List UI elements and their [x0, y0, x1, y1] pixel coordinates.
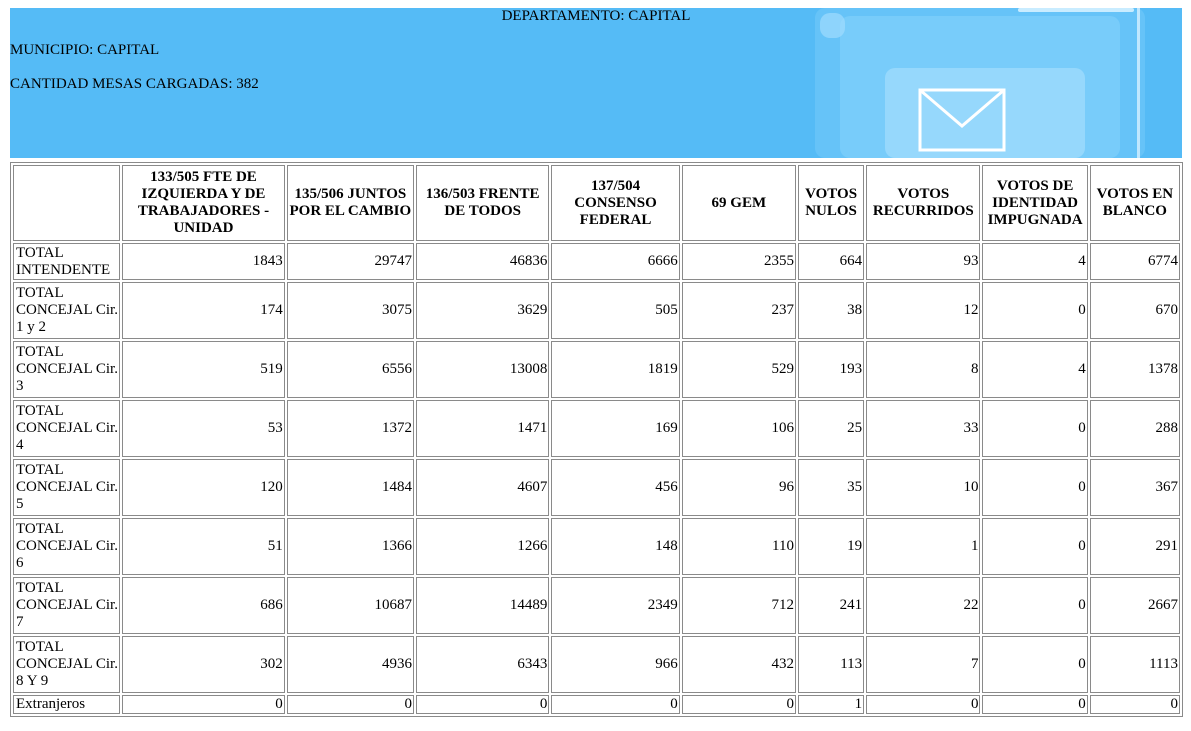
- table-cell: 302: [122, 636, 284, 693]
- table-cell: 6556: [287, 341, 414, 398]
- table-cell: 6343: [416, 636, 549, 693]
- table-cell: 19: [798, 518, 864, 575]
- table-cell: 113: [798, 636, 864, 693]
- table-cell: 367: [1090, 459, 1180, 516]
- table-cell: 966: [551, 636, 679, 693]
- table-cell: 686: [122, 577, 284, 634]
- table-cell: 13008: [416, 341, 549, 398]
- row-label: TOTAL CONCEJAL Cir. 8 Y 9: [13, 636, 120, 693]
- column-header-gem: 69 GEM: [682, 165, 796, 241]
- table-cell: 1484: [287, 459, 414, 516]
- table-row: [13, 243, 1180, 280]
- row-label: TOTAL INTENDENTE: [13, 243, 120, 280]
- table-cell: 14489: [416, 577, 549, 634]
- table-cell: 712: [682, 577, 796, 634]
- row-label: TOTAL CONCEJAL Cir. 6: [13, 518, 120, 575]
- table-cell: 29747: [287, 243, 414, 280]
- column-header-votos-recurridos: VOTOS RECURRIDOS: [866, 165, 980, 241]
- table-cell: 0: [982, 282, 1087, 339]
- departamento-title: DEPARTAMENTO: CAPITAL: [501, 8, 691, 24]
- table-cell: 174: [122, 282, 284, 339]
- table-cell: 4936: [287, 636, 414, 693]
- table-cell: 4607: [416, 459, 549, 516]
- table-cell: 0: [982, 636, 1087, 693]
- table-cell: 169: [551, 400, 679, 457]
- table-cell: 10: [866, 459, 980, 516]
- table-cell: 25: [798, 400, 864, 457]
- table-cell: 93: [866, 243, 980, 280]
- table-cell: 148: [551, 518, 679, 575]
- table-cell: 193: [798, 341, 864, 398]
- table-cell: 1: [866, 518, 980, 575]
- table-row: [13, 400, 1180, 457]
- table-header-row: [13, 165, 1180, 241]
- table-row: [13, 695, 1180, 714]
- table-cell: 1378: [1090, 341, 1180, 398]
- results-table: [10, 162, 1183, 717]
- table-cell: 6774: [1090, 243, 1180, 280]
- table-cell: 22: [866, 577, 980, 634]
- table-row: [13, 282, 1180, 339]
- table-cell: 35: [798, 459, 864, 516]
- table-cell: 0: [1090, 695, 1180, 714]
- table-cell: 3075: [287, 282, 414, 339]
- banner-decoration: [1137, 8, 1140, 158]
- table-cell: 0: [551, 695, 679, 714]
- table-row: [13, 518, 1180, 575]
- table-row: [13, 459, 1180, 516]
- table-cell: 664: [798, 243, 864, 280]
- row-label: Extranjeros: [13, 695, 120, 714]
- table-cell: 1113: [1090, 636, 1180, 693]
- table-cell: 0: [982, 400, 1087, 457]
- table-cell: 110: [682, 518, 796, 575]
- column-header-consenso-federal: 137/504 CONSENSO FEDERAL: [551, 165, 679, 241]
- column-header-juntos-por-el-cambio: 135/506 JUNTOS POR EL CAMBIO: [287, 165, 414, 241]
- table-cell: 0: [982, 695, 1087, 714]
- table-cell: 33: [866, 400, 980, 457]
- table-cell: 4: [982, 243, 1087, 280]
- column-header-votos-impugnada: VOTOS DE IDENTIDAD IMPUGNADA: [982, 165, 1087, 241]
- table-cell: 53: [122, 400, 284, 457]
- table-cell: 4: [982, 341, 1087, 398]
- table-cell: 2667: [1090, 577, 1180, 634]
- table-cell: 0: [287, 695, 414, 714]
- table-cell: 8: [866, 341, 980, 398]
- table-cell: 1: [798, 695, 864, 714]
- table-cell: 432: [682, 636, 796, 693]
- table-cell: 106: [682, 400, 796, 457]
- table-cell: 529: [682, 341, 796, 398]
- table-cell: 51: [122, 518, 284, 575]
- table-cell: 0: [416, 695, 549, 714]
- table-cell: 1366: [287, 518, 414, 575]
- table-row: [13, 341, 1180, 398]
- table-cell: 1372: [287, 400, 414, 457]
- table-cell: 670: [1090, 282, 1180, 339]
- table-cell: 241: [798, 577, 864, 634]
- row-label: TOTAL CONCEJAL Cir. 3: [13, 341, 120, 398]
- table-row: [13, 636, 1180, 693]
- table-cell: 1266: [416, 518, 549, 575]
- table-row: [13, 577, 1180, 634]
- table-cell: 0: [982, 518, 1087, 575]
- table-cell: 2349: [551, 577, 679, 634]
- table-cell: 505: [551, 282, 679, 339]
- row-label: TOTAL CONCEJAL Cir. 7: [13, 577, 120, 634]
- table-cell: 120: [122, 459, 284, 516]
- table-cell: 1471: [416, 400, 549, 457]
- table-cell: 456: [551, 459, 679, 516]
- column-header-votos-en-blanco: VOTOS EN BLANCO: [1090, 165, 1180, 241]
- municipio-label: MUNICIPIO: CAPITAL: [10, 42, 160, 58]
- table-cell: 519: [122, 341, 284, 398]
- table-cell: 10687: [287, 577, 414, 634]
- table-cell: 1819: [551, 341, 679, 398]
- table-cell: 96: [682, 459, 796, 516]
- envelope-icon: [918, 88, 1006, 152]
- table-cell: 46836: [416, 243, 549, 280]
- table-cell: 0: [982, 577, 1087, 634]
- table-cell: 0: [122, 695, 284, 714]
- table-cell: 6666: [551, 243, 679, 280]
- column-header-votos-nulos: VOTOS NULOS: [798, 165, 864, 241]
- table-cell: 291: [1090, 518, 1180, 575]
- table-cell: 0: [982, 459, 1087, 516]
- column-header-corner: [13, 165, 120, 241]
- row-label: TOTAL CONCEJAL Cir. 5: [13, 459, 120, 516]
- table-cell: 0: [866, 695, 980, 714]
- column-header-fte-izquierda: 133/505 FTE DE IZQUIERDA Y DE TRABAJADORES - UNIDAD: [122, 165, 284, 241]
- table-cell: 38: [798, 282, 864, 339]
- table-cell: 1843: [122, 243, 284, 280]
- table-cell: 3629: [416, 282, 549, 339]
- mesas-cargadas-label: CANTIDAD MESAS CARGADAS: 382: [10, 76, 259, 92]
- table-cell: 237: [682, 282, 796, 339]
- table-cell: 2355: [682, 243, 796, 280]
- table-cell: 7: [866, 636, 980, 693]
- table-cell: 0: [682, 695, 796, 714]
- table-cell: 288: [1090, 400, 1180, 457]
- row-label: TOTAL CONCEJAL Cir. 1 y 2: [13, 282, 120, 339]
- table-cell: 12: [866, 282, 980, 339]
- header-banner: [10, 8, 1182, 158]
- column-header-frente-de-todos: 136/503 FRENTE DE TODOS: [416, 165, 549, 241]
- row-label: TOTAL CONCEJAL Cir. 4: [13, 400, 120, 457]
